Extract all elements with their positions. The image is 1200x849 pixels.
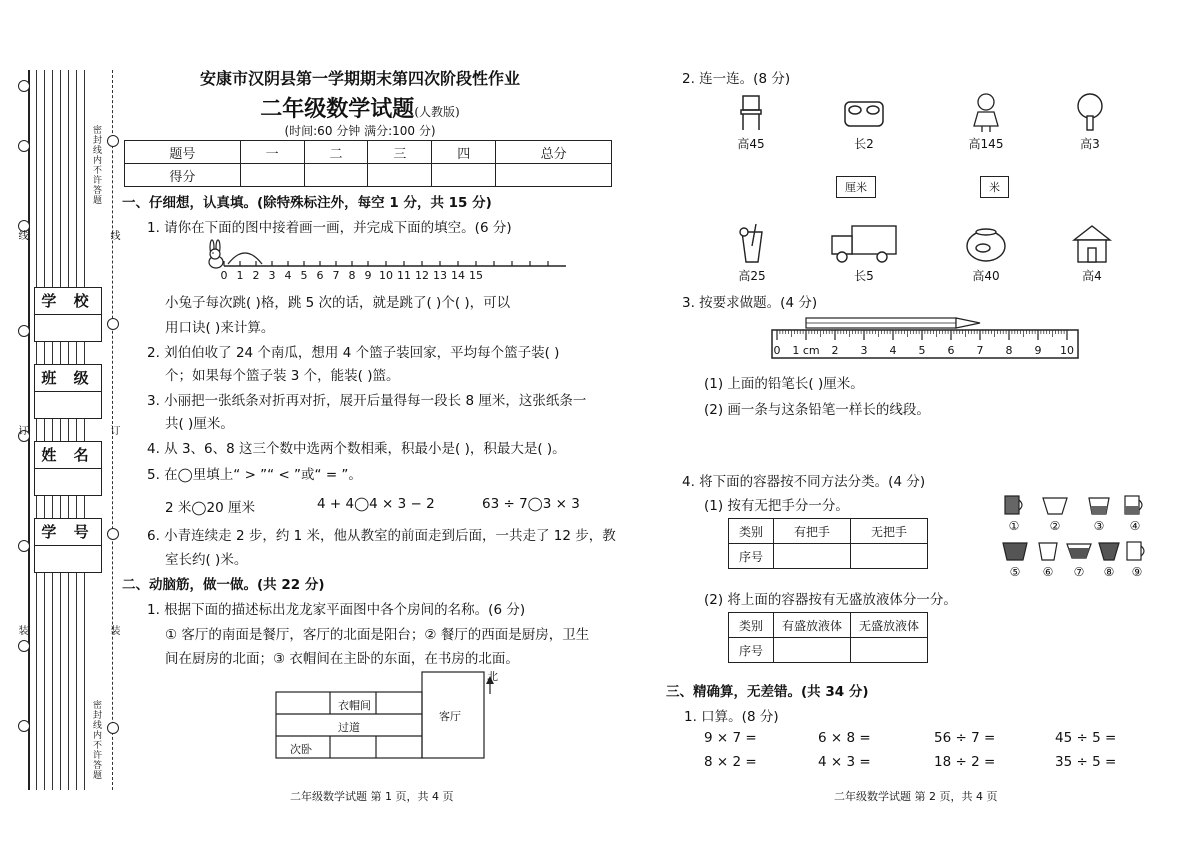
container-item — [1086, 494, 1112, 533]
question-2: 2. 连一连。(8 分) — [682, 71, 791, 87]
ruler-label: 10 — [1060, 344, 1074, 357]
binding-mark: 装 — [16, 625, 27, 636]
tick-label: 4 — [284, 269, 292, 282]
score-cell: 二 — [304, 141, 368, 164]
container-label: ⑦ — [1073, 565, 1085, 579]
table-row-label: 序号 — [729, 638, 774, 663]
section2-question-1: 1. 根据下面的描述标出龙龙家平面图中各个房间的名称。(6 分) — [147, 602, 526, 618]
picture-item — [727, 92, 775, 152]
school-field[interactable] — [34, 287, 102, 342]
room-label: 过道 — [338, 721, 360, 734]
container-label: ⑧ — [1103, 565, 1115, 579]
picture-label: 高3 — [1080, 137, 1100, 151]
binding-hole — [107, 318, 119, 330]
page-footer: 二年级数学试题 第 2 页，共 4 页 — [834, 790, 998, 803]
oral-calc-item: 4 × 3 = — [818, 754, 871, 770]
picture-label: 高145 — [968, 137, 1004, 151]
jump-arc — [228, 253, 262, 264]
binding-hole — [107, 135, 119, 147]
tree-icon — [1070, 92, 1110, 132]
ruler-label: 4 — [889, 344, 897, 357]
filled-bucket-icon — [1000, 540, 1030, 562]
ruler-label: 5 — [918, 344, 926, 357]
tick-label: 11 — [397, 269, 411, 282]
class-field[interactable] — [34, 364, 102, 419]
tick-label: 2 — [252, 269, 260, 282]
tick-label: 10 — [379, 269, 393, 282]
binding-notice: 密封线内不许答题 — [91, 700, 101, 780]
picture-label: 高4 — [1082, 269, 1102, 283]
ruler-label: 7 — [976, 344, 984, 357]
oral-calc-item: 35 ÷ 5 = — [1055, 754, 1117, 770]
binding-hole — [18, 325, 30, 337]
tick-label: 6 — [316, 269, 324, 282]
question-2: 2. 刘伯伯收了 24 个南瓜，想用 4 个篮子装回家，平均每个篮子装( ) — [147, 345, 560, 361]
ruler-label: 0 — [773, 344, 781, 357]
juice-icon — [732, 222, 772, 264]
oral-calc-item: 9 × 7 = — [704, 730, 757, 746]
question-4: 4. 从 3、6、8 这三个数中选两个数相乘，积最小是( )，积最大是( )。 — [147, 441, 566, 457]
picture-item — [826, 222, 902, 284]
container-item — [1096, 540, 1122, 579]
container-label: ④ — [1129, 519, 1141, 533]
fishbowl-icon — [963, 222, 1009, 264]
tick-label: 0 — [220, 269, 228, 282]
container-item — [1122, 494, 1148, 533]
girl-icon — [966, 92, 1006, 132]
binding-hole — [18, 640, 30, 652]
container-item — [1000, 540, 1030, 579]
ruler-labels — [770, 344, 1082, 360]
school-label: 学 校 — [35, 288, 101, 315]
classify-table-handle — [728, 518, 928, 569]
answer-cell[interactable] — [774, 638, 851, 663]
question-3-1: (1) 上面的铅笔长( )厘米。 — [704, 376, 864, 392]
house-icon — [1070, 222, 1114, 264]
question-4-2: (2) 将上面的容器按有无盛放液体分一分。 — [704, 592, 957, 608]
score-cell[interactable] — [496, 164, 612, 187]
half-filled-bowl-icon — [1064, 540, 1094, 562]
exam-title-main: 二年级数学试题 — [260, 96, 415, 122]
picture-label: 长5 — [854, 269, 874, 283]
question-3: 3. 按要求做题。(4 分) — [682, 295, 818, 311]
binding-notice: 密封线内不许答题 — [91, 125, 101, 205]
container-item — [1040, 494, 1070, 533]
container-label: ③ — [1093, 519, 1105, 533]
question-4-1: (1) 按有无把手分一分。 — [704, 498, 849, 514]
binding-hole — [107, 722, 119, 734]
compare-item: 4 + 4◯4 × 3 − 2 — [317, 496, 435, 512]
unit-card[interactable]: 厘米 — [836, 176, 876, 198]
container-item — [1002, 494, 1026, 533]
tick-label: 5 — [300, 269, 308, 282]
picture-item — [836, 92, 892, 152]
tick-label: 9 — [364, 269, 372, 282]
container-label: ② — [1049, 519, 1061, 533]
room-label: 衣帽间 — [338, 699, 371, 712]
name-label: 姓 名 — [35, 442, 101, 469]
question-1-text: 用口诀( )来计算。 — [165, 320, 275, 336]
binding-mark: 装 — [108, 625, 119, 636]
tick-label: 1 — [236, 269, 244, 282]
ruler-label: 3 — [860, 344, 868, 357]
score-cell[interactable] — [432, 164, 496, 187]
picture-item — [960, 222, 1012, 284]
exam-header: 安康市汉阴县第一学期期末第四次阶段性作业 — [199, 69, 520, 88]
picture-item — [960, 92, 1012, 152]
table-header: 类别 — [729, 613, 774, 638]
section1-title: 一、仔细想，认真填。(除特殊标注外，每空 1 分，共 15 分) — [122, 195, 492, 211]
answer-cell[interactable] — [851, 544, 928, 569]
section3-question-1: 1. 口算。(8 分) — [684, 709, 779, 725]
filled-glass-icon — [1096, 540, 1122, 562]
school-input[interactable] — [35, 315, 101, 341]
score-cell: 得分 — [125, 164, 241, 187]
ruler-label: 1 cm — [792, 344, 820, 357]
tick-label: 7 — [332, 269, 340, 282]
question-1: 1. 请你在下面的图中接着画一画，并完成下面的填空。(6 分) — [147, 220, 512, 236]
answer-cell[interactable] — [851, 638, 928, 663]
room-label: 次卧 — [290, 743, 312, 756]
score-table-row — [125, 141, 612, 164]
compare-item: 63 ÷ 7◯3 × 3 — [482, 496, 580, 512]
half-filled-cup-icon — [1086, 494, 1112, 516]
exam-meta: (时间:60 分钟 满分:100 分) — [284, 124, 436, 138]
question-6-text: 室长约( )米。 — [165, 552, 248, 568]
empty-mug-icon — [1124, 540, 1150, 562]
compare-item: 2 米◯20 厘米 — [165, 500, 255, 516]
student-id-label: 学 号 — [35, 519, 101, 546]
truck-icon — [828, 222, 900, 264]
empty-bowl-icon — [1040, 494, 1070, 516]
binding-line — [60, 70, 61, 790]
name-field[interactable] — [34, 441, 102, 496]
binding-line — [76, 70, 77, 790]
container-item — [1036, 540, 1060, 579]
rabbit-icon — [209, 240, 223, 268]
container-label: ① — [1008, 519, 1020, 533]
picture-label: 长2 — [854, 137, 874, 151]
binding-line — [44, 70, 45, 790]
container-label: ⑥ — [1042, 565, 1054, 579]
binding-hole — [18, 80, 30, 92]
table-row-label: 序号 — [729, 544, 774, 569]
class-label: 班 级 — [35, 365, 101, 392]
binding-line — [84, 70, 85, 790]
binding-line — [68, 70, 69, 790]
number-line-labels — [200, 269, 572, 285]
north-label: 北 — [487, 670, 498, 683]
binding-mark: 线 — [108, 230, 119, 241]
score-table-row — [125, 164, 612, 187]
half-filled-mug-icon — [1122, 494, 1148, 516]
question-4: 4. 将下面的容器按不同方法分类。(4 分) — [682, 474, 926, 490]
picture-item — [1068, 92, 1112, 152]
binding-hole — [18, 720, 30, 732]
container-label: ⑤ — [1009, 565, 1021, 579]
score-cell: 三 — [368, 141, 432, 164]
ruler-label: 9 — [1034, 344, 1042, 357]
room-label: 客厅 — [439, 710, 461, 723]
ruler-label: 2 — [831, 344, 839, 357]
container-item — [1124, 540, 1150, 579]
oral-calc-item: 45 ÷ 5 = — [1055, 730, 1117, 746]
score-cell: 题号 — [125, 141, 241, 164]
tick-label: 15 — [469, 269, 483, 282]
student-id-input[interactable] — [35, 546, 101, 572]
picture-item — [727, 222, 777, 284]
binding-mark: 订 — [108, 425, 119, 436]
table-header: 无把手 — [851, 519, 928, 544]
pencil-icon — [806, 318, 980, 328]
binding-hole — [18, 140, 30, 152]
section2-question-1-desc: 间在厨房的北面；③ 衣帽间在主卧的东面，在书房的北面。 — [165, 651, 519, 667]
container-item — [1064, 540, 1094, 579]
question-5: 5. 在◯里填上“ > ”“ < ”或“ = ”。 — [147, 467, 362, 483]
tick-label: 3 — [268, 269, 276, 282]
score-table — [124, 140, 612, 187]
bed-icon — [839, 92, 889, 132]
question-3-2: (2) 画一条与这条铅笔一样长的线段。 — [704, 402, 930, 418]
binding-hole — [107, 528, 119, 540]
question-3: 3. 小丽把一张纸条对折再对折，展开后量得每一段长 8 厘米，这张纸条一 — [147, 393, 587, 409]
table-header: 类别 — [729, 519, 774, 544]
oral-calc-item: 56 ÷ 7 = — [934, 730, 996, 746]
picture-label: 高25 — [738, 269, 766, 283]
student-id-field[interactable] — [34, 518, 102, 573]
table-header: 有盛放液体 — [774, 613, 851, 638]
table-header: 无盛放液体 — [851, 613, 928, 638]
unit-card[interactable]: 米 — [980, 176, 1009, 198]
ruler-label: 8 — [1005, 344, 1013, 357]
question-6: 6. 小青连续走 2 步，约 1 米，他从教室的前面走到后面，一共走了 12 步，教 — [147, 528, 616, 544]
empty-cup-icon — [1036, 540, 1060, 562]
section2-title: 二、动脑筋，做一做。(共 22 分) — [122, 577, 325, 593]
name-input[interactable] — [35, 469, 101, 495]
oral-calc-item: 18 ÷ 2 = — [934, 754, 996, 770]
picture-label: 高45 — [737, 137, 765, 151]
tick-label: 8 — [348, 269, 356, 282]
oral-calc-item: 6 × 8 = — [818, 730, 871, 746]
table-header: 有把手 — [774, 519, 851, 544]
oral-calc-item: 8 × 2 = — [704, 754, 757, 770]
binding-hole — [18, 540, 30, 552]
ruler-label: 6 — [947, 344, 955, 357]
binding-mark: 订 — [16, 425, 27, 436]
chair-icon — [731, 92, 771, 132]
filled-mug-icon — [1002, 494, 1026, 516]
question-2-text: 个；如果每个篮子装 3 个，能装( )篮。 — [165, 368, 400, 384]
score-cell: 总分 — [496, 141, 612, 164]
classify-table-liquid — [728, 612, 928, 663]
picture-label: 高40 — [972, 269, 1000, 283]
class-input[interactable] — [35, 392, 101, 418]
score-cell[interactable] — [368, 164, 432, 187]
score-cell: 一 — [240, 141, 304, 164]
binding-line — [36, 70, 37, 790]
section2-question-1-desc: ① 客厅的南面是餐厅，客厅的北面是阳台；② 餐厅的西面是厨房，卫生 — [165, 627, 590, 643]
tick-label: 13 — [433, 269, 447, 282]
binding-line — [52, 70, 53, 790]
exam-edition: (人教版) — [414, 105, 460, 119]
question-3-text: 共( )厘米。 — [165, 416, 234, 432]
container-label: ⑨ — [1131, 565, 1143, 579]
page-footer: 二年级数学试题 第 1 页，共 4 页 — [290, 790, 454, 803]
binding-mark: 线 — [16, 230, 27, 241]
section3-title: 三、精确算，无差错。(共 34 分) — [666, 684, 869, 700]
tick-label: 12 — [415, 269, 429, 282]
question-1-text: 小兔子每次跳( )格，跳 5 次的话，就是跳了( )个( )，可以 — [165, 295, 511, 311]
exam-title — [160, 92, 560, 123]
score-cell[interactable] — [304, 164, 368, 187]
score-cell: 四 — [432, 141, 496, 164]
answer-cell[interactable] — [774, 544, 851, 569]
score-cell[interactable] — [240, 164, 304, 187]
tick-label: 14 — [451, 269, 465, 282]
picture-item — [1068, 222, 1116, 284]
